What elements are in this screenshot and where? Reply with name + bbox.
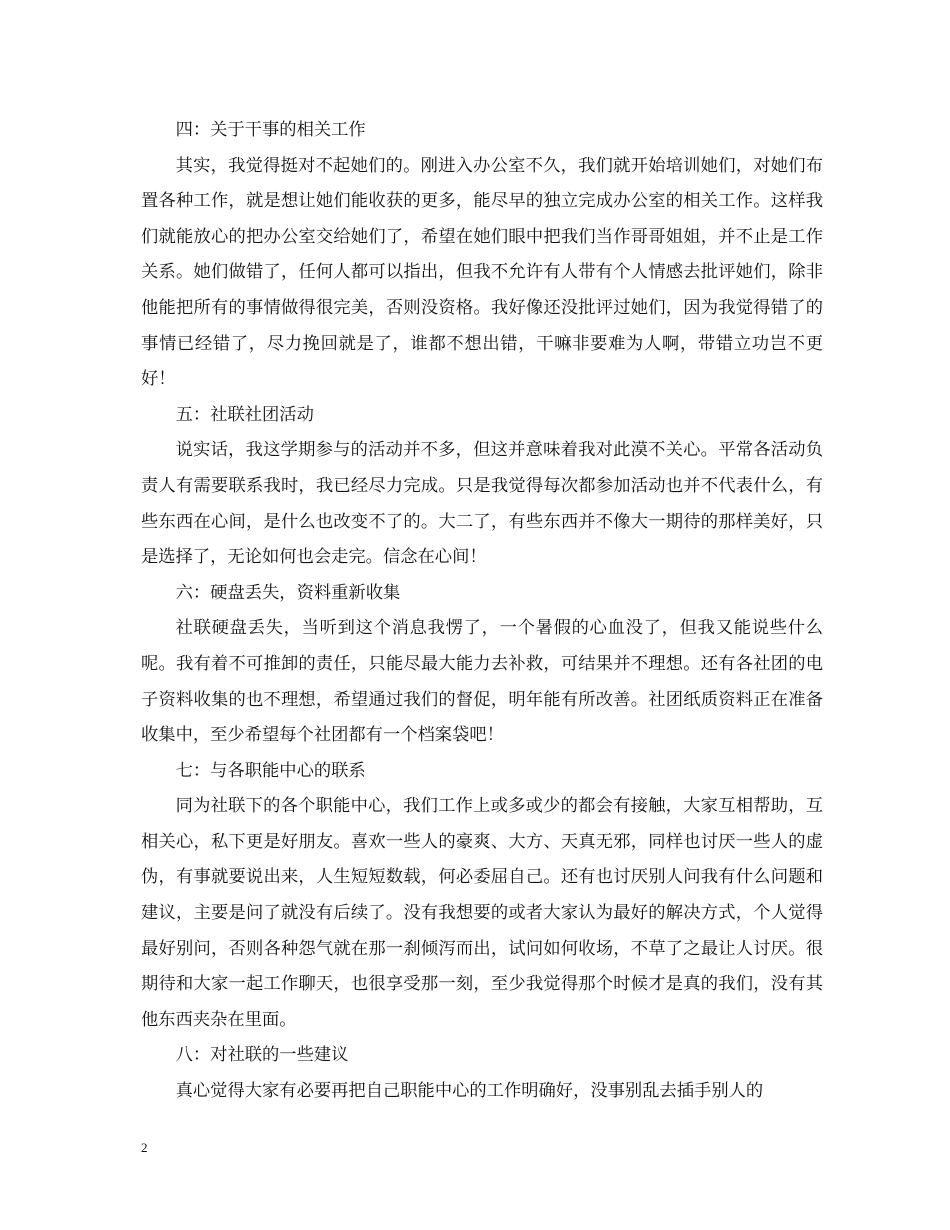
section-paragraph: 其实，我觉得挺对不起她们的。刚进入办公室不久，我们就开始培训她们，对她们布置各种工作，就是想让她们能收获的更多，能尽早的独立完成办公室的相关工作。这样我们就能放心的把办公室交给她们了，希望在她们眼中把我们当作哥哥姐姐，并不止是工作关系。她们做错了，任何人都可以指出，但我不允许有人带有个人情感去批评她们，除非他能把所有的事情做得很完美，否则没资格。我好像还没批评过她们，因为我觉得错了的事情已经错了，尽力挽回就是了，谁都不想出错，干嘛非要难为人啊，带错立功岂不更好！ xyxy=(141,155,823,390)
section-paragraph: 同为社联下的各个职能中心，我们工作上或多或少的都会有接触，大家互相帮助，互相关心，私下更是好朋友。喜欢一些人的豪爽、大方、天真无邪，同样也讨厌一些人的虚伪，有事就要说出来，人生短短数载，何必委屈自己。还有也讨厌别人问我有什么问题和建议，主要是问了就没有后续了。没有我想要的或者大家认为最好的解决方式，个人觉得最好别问，否则各种怨气就在那一刹倾泻而出，试问如何收场，不草了之最让人讨厌。很期待和大家一起工作聊天，也很享受那一刻，至少我觉得那个时候才是真的我们，没有其他东西夹杂在里面。 xyxy=(141,796,823,1030)
section-heading: 四：关于干事的相关工作 xyxy=(175,120,366,140)
section-heading: 六：硬盘丢失，资料重新收集 xyxy=(175,582,401,603)
section-paragraph: 说实话，我这学期参与的活动并不多，但这并意味着我对此漠不关心。平常各活动负责人有需要联系我时，我已经尽力完成。只是我觉得每次都参加活动也并不代表什么，有些东西在心间，是什么也改变不了的。大二了，有些东西并不像大一期待的那样美好，只是选择了，无论如何也会走完。信念在心间！ xyxy=(141,440,823,568)
section-paragraph: 社联硬盘丢失，当听到这个消息我愣了，一个暑假的心血没了，但我又能说些什么呢。我有着不可推卸的责任，只能尽最大能力去补救，可结果并不理想。还有各社团的电子资料收集的也不理想，希望通过我们的督促，明年能有所改善。社团纸质资料正在准备收集中，至少希望每个社团都有一个档案袋吧！ xyxy=(141,618,823,746)
page-number: 2 xyxy=(141,1140,148,1155)
section-heading: 八：对社联的一些建议 xyxy=(175,1045,349,1066)
section-heading: 七：与各职能中心的联系 xyxy=(175,760,366,781)
section-paragraph: 真心觉得大家有必要再把自己职能中心的工作明确好，没事别乱去插手别人的 xyxy=(175,1081,764,1102)
document-body xyxy=(141,113,823,1110)
section-heading: 五：社联社团活动 xyxy=(175,404,314,425)
